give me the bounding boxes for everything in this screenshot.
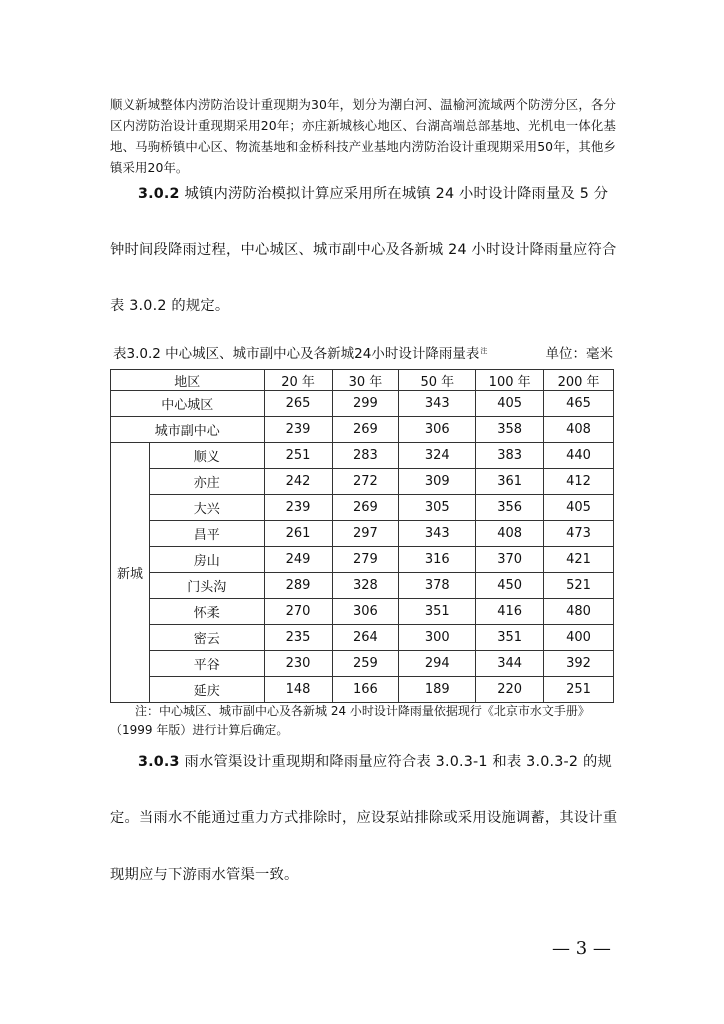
table-caption-note-mark: 注 bbox=[480, 346, 488, 355]
header-region: 地区 bbox=[111, 370, 265, 391]
value-cell: 343 bbox=[399, 521, 476, 547]
value-cell: 189 bbox=[399, 677, 476, 703]
value-cell: 370 bbox=[476, 547, 544, 573]
header-200y: 200 年 bbox=[544, 370, 614, 391]
group-cell-new-town: 新城 bbox=[111, 443, 150, 703]
region-cell: 大兴 bbox=[149, 495, 264, 521]
value-cell: 408 bbox=[544, 417, 614, 443]
table-row bbox=[111, 417, 614, 443]
value-cell: 328 bbox=[332, 573, 399, 599]
value-cell: 261 bbox=[264, 521, 332, 547]
header-20y: 20 年 bbox=[264, 370, 332, 391]
section-303-line-3: 现期应与下游雨水管渠一致。 bbox=[110, 867, 299, 883]
region-cell: 城市副中心 bbox=[111, 417, 265, 443]
value-cell: 239 bbox=[264, 495, 332, 521]
value-cell: 297 bbox=[332, 521, 399, 547]
value-cell: 400 bbox=[544, 625, 614, 651]
header-50y: 50 年 bbox=[399, 370, 476, 391]
table-row bbox=[111, 677, 614, 703]
section-302-number: 3.0.2 bbox=[138, 186, 180, 202]
value-cell: 289 bbox=[264, 573, 332, 599]
value-cell: 269 bbox=[332, 417, 399, 443]
table-row bbox=[111, 469, 614, 495]
region-cell: 延庆 bbox=[149, 677, 264, 703]
region-cell: 平谷 bbox=[149, 651, 264, 677]
value-cell: 294 bbox=[399, 651, 476, 677]
section-302-line-2: 钟时间段降雨过程，中心城区、城市副中心及各新城 24 小时设计降雨量应符合 bbox=[110, 242, 617, 258]
value-cell: 412 bbox=[544, 469, 614, 495]
region-cell: 亦庄 bbox=[149, 469, 264, 495]
value-cell: 283 bbox=[332, 443, 399, 469]
table-row bbox=[111, 651, 614, 677]
value-cell: 269 bbox=[332, 495, 399, 521]
value-cell: 220 bbox=[476, 677, 544, 703]
value-cell: 358 bbox=[476, 417, 544, 443]
region-cell: 顺义 bbox=[149, 443, 264, 469]
region-cell: 中心城区 bbox=[111, 391, 265, 417]
section-303-number: 3.0.3 bbox=[138, 754, 180, 770]
table-note bbox=[110, 702, 616, 740]
value-cell: 440 bbox=[544, 443, 614, 469]
value-cell: 465 bbox=[544, 391, 614, 417]
section-303-text-1: 雨水管渠设计重现期和降雨量应符合表 3.0.3-1 和表 3.0.3-2 的规 bbox=[184, 754, 612, 770]
table-row bbox=[111, 573, 614, 599]
section-303-line-1 bbox=[138, 751, 616, 771]
table-caption-title: 表3.0.2 中心城区、城市副中心及各新城24小时设计降雨量表 bbox=[113, 346, 480, 362]
value-cell: 230 bbox=[264, 651, 332, 677]
value-cell: 299 bbox=[332, 391, 399, 417]
table-row bbox=[111, 495, 614, 521]
value-cell: 351 bbox=[476, 625, 544, 651]
table-row bbox=[111, 625, 614, 651]
header-30y: 30 年 bbox=[332, 370, 399, 391]
section-302-line-1 bbox=[138, 183, 616, 203]
region-cell: 怀柔 bbox=[149, 599, 264, 625]
value-cell: 408 bbox=[476, 521, 544, 547]
region-cell: 房山 bbox=[149, 547, 264, 573]
header-100y: 100 年 bbox=[476, 370, 544, 391]
table-note-line-2: （1999 年版）进行计算后确定。 bbox=[110, 723, 289, 737]
rainfall-table bbox=[110, 369, 614, 703]
value-cell: 306 bbox=[399, 417, 476, 443]
value-cell: 316 bbox=[399, 547, 476, 573]
table-unit: 单位：毫米 bbox=[545, 346, 613, 362]
page-number: — 3 — bbox=[552, 938, 611, 959]
value-cell: 392 bbox=[544, 651, 614, 677]
value-cell: 344 bbox=[476, 651, 544, 677]
value-cell: 239 bbox=[264, 417, 332, 443]
value-cell: 421 bbox=[544, 547, 614, 573]
section-302-text-1: 城镇内涝防治模拟计算应采用所在城镇 24 小时设计降雨量及 5 分 bbox=[184, 186, 609, 202]
value-cell: 270 bbox=[264, 599, 332, 625]
value-cell: 405 bbox=[544, 495, 614, 521]
value-cell: 249 bbox=[264, 547, 332, 573]
table-row bbox=[111, 521, 614, 547]
table-row bbox=[111, 443, 614, 469]
section-302-line-3: 表 3.0.2 的规定。 bbox=[110, 298, 230, 314]
value-cell: 361 bbox=[476, 469, 544, 495]
value-cell: 166 bbox=[332, 677, 399, 703]
table-caption bbox=[113, 342, 616, 362]
value-cell: 480 bbox=[544, 599, 614, 625]
paragraph-shunyi: 顺义新城整体内涝防治设计重现期为30年，划分为潮白河、温榆河流域两个防涝分区，各分区内涝防治设计重现期采用20年；亦庄新城核心地区、台湖高端总部基地、光机电一体化基地、马驹桥镇中心区、物流基地和金桥科技产业基地内涝防治设计重现期采用50年，其他乡镇采用20年。 bbox=[110, 97, 616, 175]
value-cell: 405 bbox=[476, 391, 544, 417]
value-cell: 356 bbox=[476, 495, 544, 521]
value-cell: 264 bbox=[332, 625, 399, 651]
value-cell: 272 bbox=[332, 469, 399, 495]
value-cell: 305 bbox=[399, 495, 476, 521]
value-cell: 251 bbox=[264, 443, 332, 469]
table-row bbox=[111, 547, 614, 573]
region-cell: 密云 bbox=[149, 625, 264, 651]
value-cell: 235 bbox=[264, 625, 332, 651]
table-header-row bbox=[111, 370, 614, 391]
value-cell: 416 bbox=[476, 599, 544, 625]
value-cell: 351 bbox=[399, 599, 476, 625]
value-cell: 306 bbox=[332, 599, 399, 625]
section-303-line-2: 定。当雨水不能通过重力方式排除时，应设泵站排除或采用设施调蓄，其设计重 bbox=[110, 810, 618, 826]
value-cell: 300 bbox=[399, 625, 476, 651]
value-cell: 324 bbox=[399, 443, 476, 469]
value-cell: 251 bbox=[544, 677, 614, 703]
value-cell: 378 bbox=[399, 573, 476, 599]
value-cell: 383 bbox=[476, 443, 544, 469]
value-cell: 242 bbox=[264, 469, 332, 495]
table-note-line-1: 注：中心城区、城市副中心及各新城 24 小时设计降雨量依据现行《北京市水文手册》 bbox=[135, 704, 590, 718]
region-cell: 昌平 bbox=[149, 521, 264, 547]
value-cell: 279 bbox=[332, 547, 399, 573]
value-cell: 265 bbox=[264, 391, 332, 417]
table-row bbox=[111, 391, 614, 417]
value-cell: 473 bbox=[544, 521, 614, 547]
value-cell: 450 bbox=[476, 573, 544, 599]
value-cell: 521 bbox=[544, 573, 614, 599]
value-cell: 309 bbox=[399, 469, 476, 495]
value-cell: 343 bbox=[399, 391, 476, 417]
value-cell: 259 bbox=[332, 651, 399, 677]
table-row bbox=[111, 599, 614, 625]
region-cell: 门头沟 bbox=[149, 573, 264, 599]
value-cell: 148 bbox=[264, 677, 332, 703]
